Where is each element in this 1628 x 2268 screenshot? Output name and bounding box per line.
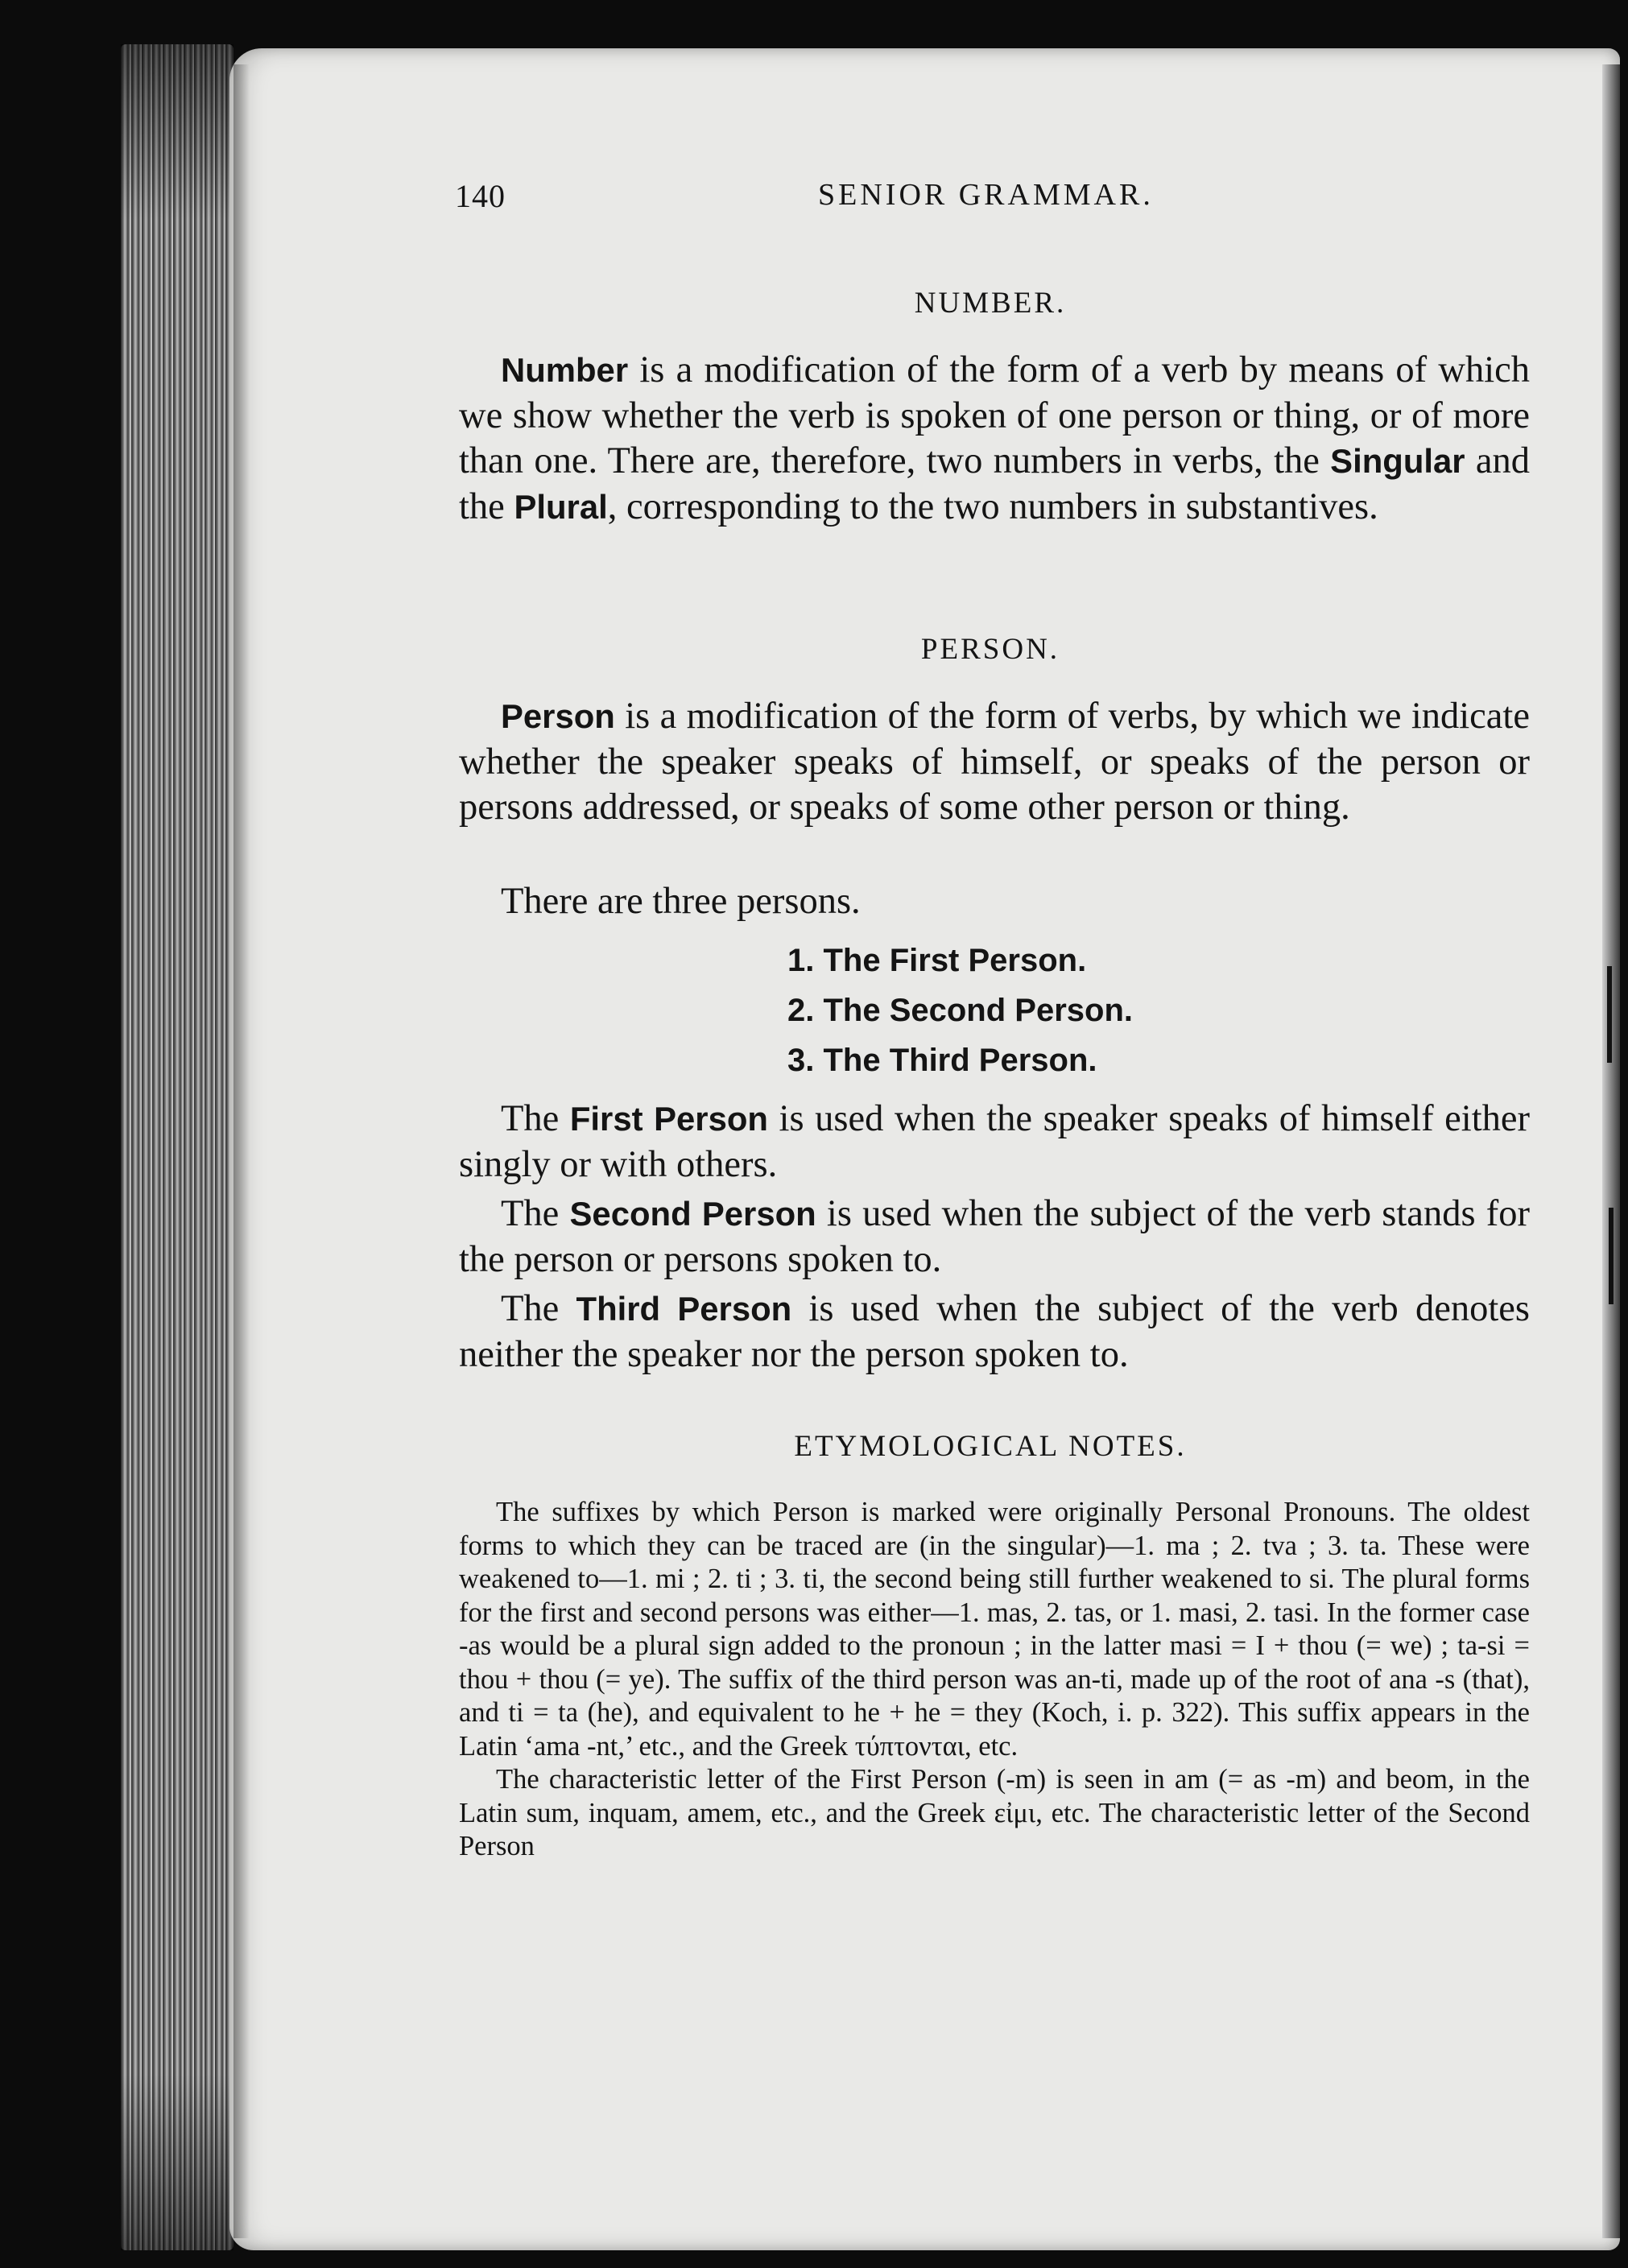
notes-paragraph: The suffixes by which Person is marked were originally Personal Pronouns. The oldest forms to which they can be traced are (in the singular)—1. ma ; 2. tva ; 3. ta. These were weakened to—1. mi ; 2. ti ; 3. ti, the second being still further weakened to si. The plural forms for the first and second persons was either—1. mas, 2. tas, or 1. masi, 2. tasi. In the former case -as would be a plural sign added to the pronoun ; in the latter masi = I + thou (= we) ; ta-si = thou + thou (= ye). The suffix of the third person was an-ti, made up of the root of ana -s (that), and ti = ta (he), and equivalent to he + he = they (Koch, i. p. 322). This suffix appears in the Latin ‘ama -nt,’ etc., and the Greek τύπτονται, etc. (459, 1497, 1530, 1762)
term-singular: Singular (1330, 442, 1465, 480)
term-number: Number (501, 351, 629, 389)
section-heading-notes: ETYMOLOGICAL NOTES. (794, 1430, 1187, 1463)
running-head: SENIOR GRAMMAR. (818, 178, 1154, 212)
term-second-person: Second Person (569, 1195, 816, 1233)
text: , corresponding to the two numbers in substantives. (607, 485, 1378, 527)
paragraph-third-person (459, 1287, 1530, 1378)
text: The (501, 1193, 570, 1234)
page-number: 140 (455, 178, 506, 214)
text: is used when the subject of the verb stands for the person or persons spoken to. (459, 1193, 1530, 1280)
term-third-person: Third Person (576, 1290, 792, 1328)
paragraph-person (459, 694, 1530, 831)
term-first-person: First Person (569, 1100, 768, 1138)
notes-paragraph: The characteristic letter of the First Person (-m) is seen in am (= as -m) and beom, in the Latin sum, inquam, amem, etc., and the Greek εἰμι, etc. The characteristic letter of the Second Person (459, 1764, 1530, 1861)
etymological-notes (459, 1496, 1530, 1864)
paragraph-second-person (459, 1192, 1530, 1283)
term-plural: Plural (514, 487, 608, 526)
text: and the (459, 440, 1530, 527)
paragraph-intro: There are three persons. (501, 881, 861, 922)
text: The (501, 1288, 576, 1329)
text: is a modification of the form of verbs, by which we indicate whether the speaker speaks of himself, or speaks of the person or persons addressed, or speaks of some other person or thing. (459, 696, 1530, 828)
text: The (501, 1098, 570, 1139)
list-item: 1. The First Person. (787, 943, 1087, 978)
section-heading-person: PERSON. (920, 633, 1060, 666)
list-item: 3. The Third Person. (787, 1043, 1097, 1078)
paragraph-number (459, 348, 1530, 530)
persons-list (787, 936, 1133, 1085)
text: is used when the subject of the verb denotes neither the speaker nor the person spoken to. (459, 1288, 1531, 1375)
section-heading-number: NUMBER. (914, 287, 1067, 320)
list-item: 2. The Second Person. (787, 993, 1134, 1028)
text: is used when the speaker speaks of himself either singly or with others. (459, 1098, 1530, 1185)
term-person: Person (501, 697, 615, 735)
paragraph-first-person (459, 1097, 1530, 1188)
text: is a modification of the form of a verb by means of which we show whether the verb is spoken of one person or thing, or of more than one. There are, therefore, two numbers in verbs, the (459, 349, 1530, 481)
